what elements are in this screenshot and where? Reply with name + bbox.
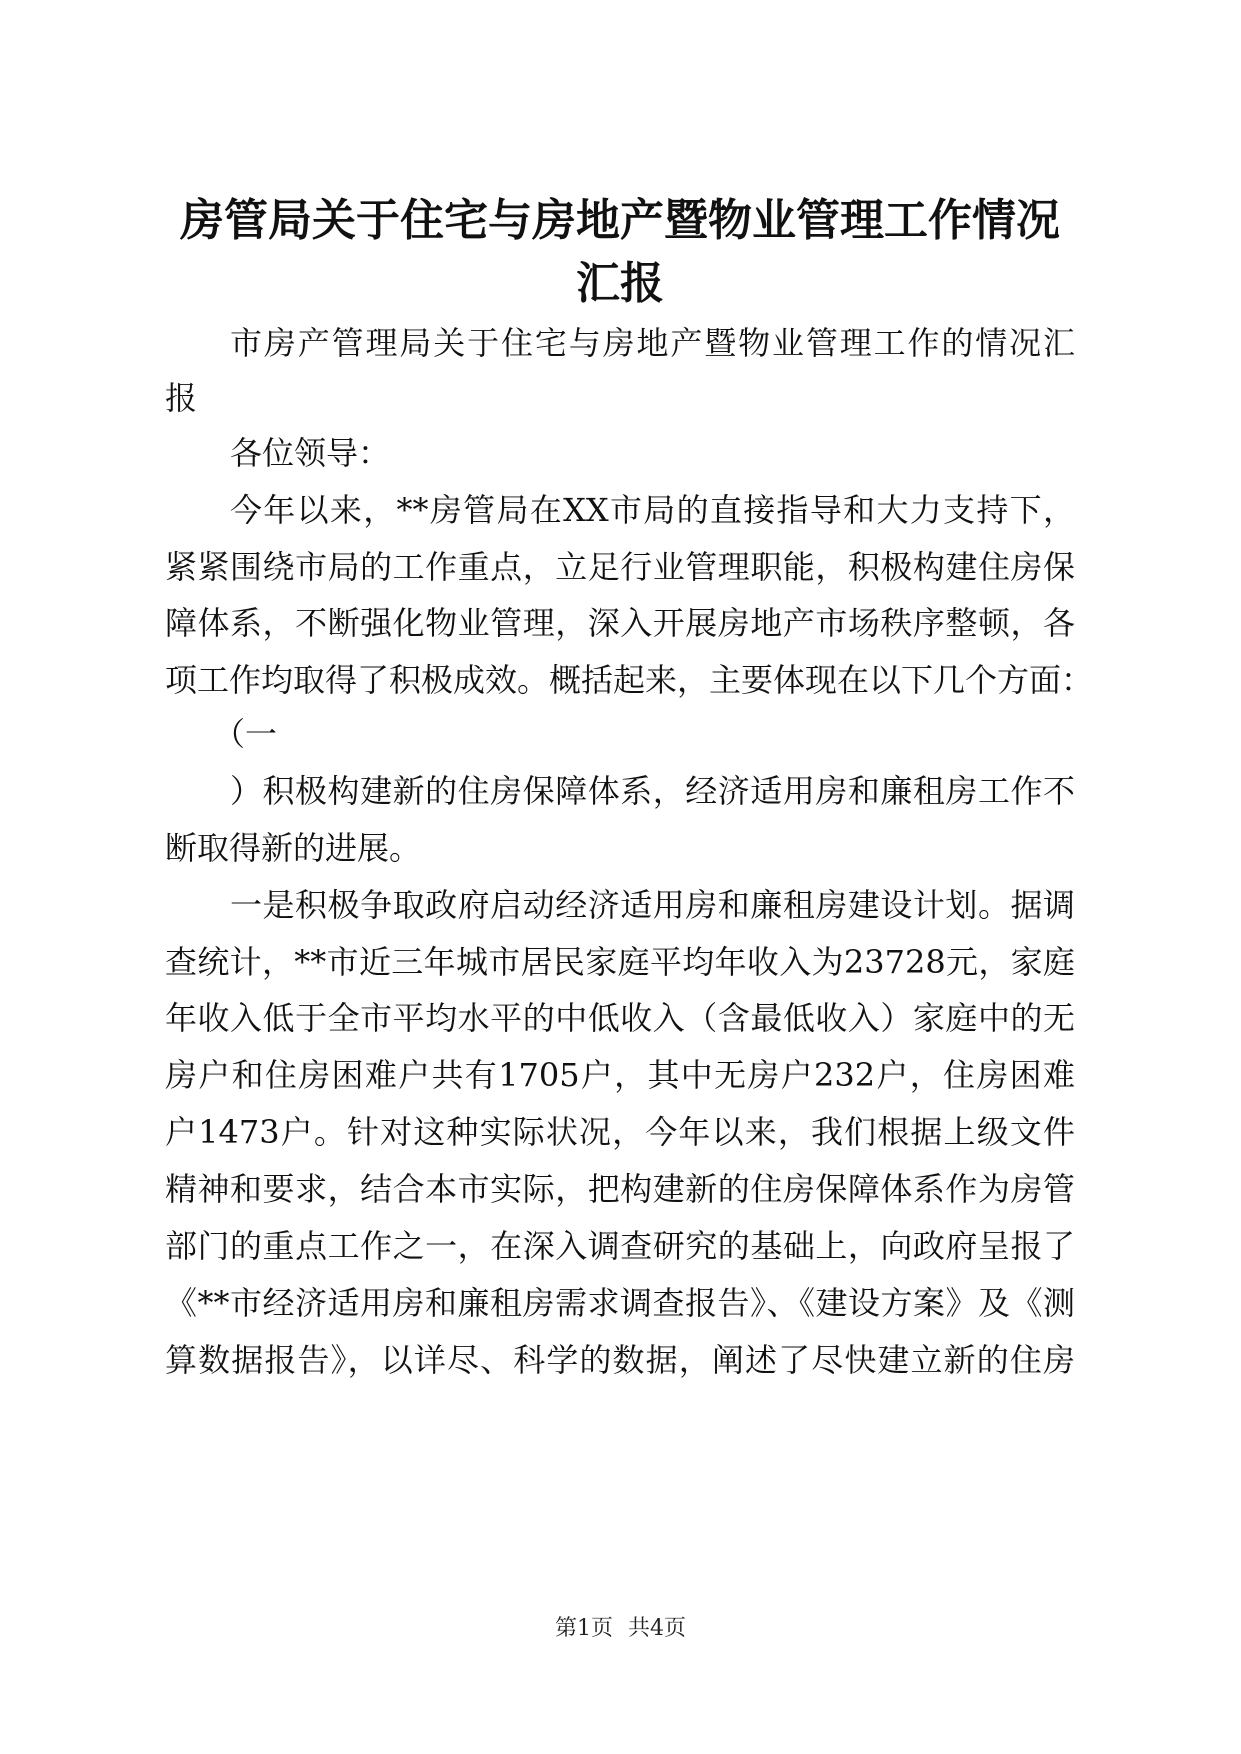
body-line-19: 算数据报告》，以详尽、科学的数据，阐述了尽快建立新的住房: [165, 1341, 1075, 1379]
body-line-6: 障体系，不断强化物业管理，深入开展房地产市场秩序整顿，各: [165, 604, 1075, 642]
page-number: 第1页: [555, 1616, 613, 1641]
section-heading-text: ）积极构建新的住房保障体系，经济适用房和廉租房工作不: [230, 772, 1075, 810]
body-line-18: 《**市经济适用房和廉租房需求调查报告》、《建设方案》及《测: [165, 1284, 1075, 1322]
body-line-16: 精神和要求，结合本市实际，把构建新的住房保障体系作为房管: [165, 1170, 1075, 1208]
body-line-14: 房户和住房困难户共有1705户，其中无房户232户，住房困难: [165, 1056, 1075, 1094]
page-footer: [0, 1614, 1241, 1644]
body-line-7: 项工作均取得了积极成效。概括起来，主要体现在以下几个方面：: [165, 661, 1094, 699]
body-line-2: 报: [165, 379, 198, 417]
section-heading-open: （一: [213, 715, 278, 753]
body-line-15: 户1473户。针对这种实际状况，今年以来，我们根据上级文件: [165, 1113, 1075, 1151]
document-title-line-2: 汇报: [576, 258, 664, 309]
body-line-13: 年收入低于全市平均水平的中低收入（含最低收入）家庭中的无: [165, 999, 1075, 1037]
body-line-12: 查统计，**市近三年城市居民家庭平均年收入为23728元，家庭: [165, 943, 1075, 981]
body-line-5: 紧紧围绕市局的工作重点，立足行业管理职能，积极构建住房保: [165, 548, 1075, 586]
document-title-line-1: 房管局关于住宅与房地产暨物业管理工作情况: [180, 195, 1060, 246]
body-line-11: 一是积极争取政府启动经济适用房和廉租房建设计划。据调: [230, 886, 1075, 924]
page-total: 共4页: [628, 1616, 686, 1641]
body-line-1: 市房产管理局关于住宅与房地产暨物业管理工作的情况汇: [230, 324, 1075, 362]
body-line-4: 今年以来，**房管局在XX市局的直接指导和大力支持下，: [230, 491, 1075, 529]
body-line-10: 断取得新的进展。: [165, 829, 422, 867]
body-line-17: 部门的重点工作之一，在深入调查研究的基础上，向政府呈报了: [165, 1227, 1075, 1265]
salutation: 各位领导：: [230, 434, 391, 472]
